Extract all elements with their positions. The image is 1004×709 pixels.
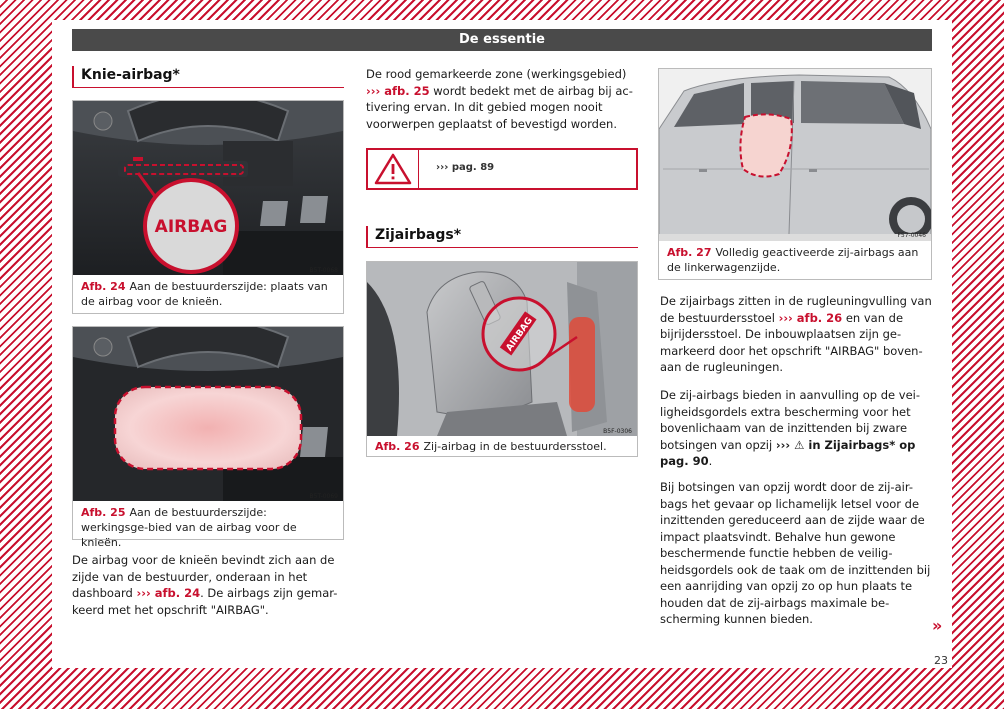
figure-24 [72,100,344,314]
figure-24-caption-text: Aan de bestuurderszijde: plaats van de airbag voor de knieën. [81,280,328,308]
figure-25-caption-text: Aan de bestuurderszijde: werkingsge-bied van de airbag voor de knieën. [81,506,297,549]
figure-26-label: Afb. 26 [375,440,420,453]
red-zone-text-2: wordt bedekt met de airbag bij ac-tivering ervan. In dit gebied mogen nooit voorwerpen geplaatst of bevestigd worden. [366,83,633,131]
section-title-knee-airbag: Knie-airbag* [72,66,344,88]
knee-airbag-paragraph [72,552,344,618]
knee-airbag-text-2: . De airbags zijn gemar-keerd met het opschrift "AIRBAG". [72,586,338,617]
figure-26-caption [375,439,631,454]
section-title-side-airbags: Zijairbags* [366,226,638,248]
figure-24-image [73,101,343,275]
red-zone-text-1: De rood gemarkeerde zone (werkingsgebied) [366,67,627,81]
figure-25 [72,326,344,549]
ref-afb-25[interactable]: ››› afb. 25 [366,83,430,98]
figure-24-label: Afb. 24 [81,280,126,293]
figure-25-label: Afb. 25 [81,506,126,519]
figure-26-image [367,262,637,436]
figure-27-code: F57-0046 [897,232,926,239]
warning-page-ref[interactable]: ››› pag. 89 [436,162,495,173]
figure-24-code: B5T-0068 [309,267,338,274]
figure-25-caption [81,505,337,550]
figure-25-image [73,327,343,501]
side-airbag-paragraph-3: Bij botsingen van opzij wordt door de zij-air-bags het gevaar op lichamelijk letsel voor de inzittenden gereduceerd aan de zijde waar de impact plaatsvindt. Behalve hun gewone beschermende functie hebben de veilig-heidsgordels ook de taak om de inzittenden bij een aanrijding van opzij zo op hun plaats te houden dat de zij-airbags maximale be-scherming kunnen bieden. [660,480,931,626]
figure-26 [366,261,638,457]
chapter-header: De essentie [72,29,932,51]
side-airbag-text-4: . [708,454,713,468]
figure-24-airbag-callout: AIRBAG [154,217,228,237]
side-airbag-text-1: De zijairbags zitten in de rugleuningvulling van de bestuurdersstoel [660,294,932,325]
figure-26-caption-text: Zij-airbag in de bestuurdersstoel. [423,440,607,453]
page [52,20,952,668]
continue-arrow-icon: » [932,616,943,635]
figure-27 [658,68,932,280]
figure-24-caption [81,279,337,309]
figure-27-label: Afb. 27 [667,246,712,259]
side-airbag-paragraph-2 [660,387,934,470]
figure-26-code: B5F-0306 [603,428,632,435]
figure-25-code: B5T-0069 [309,493,338,500]
red-zone-paragraph [366,66,638,132]
warning-triangle-icon [368,150,419,188]
side-airbag-text-3: De zij-airbags bieden in aanvulling op de vei-ligheidsgordels extra bescherming voor het bovenlichaam van de inzittenden bij zware botsingen van opzij [660,388,921,452]
figure-26-airbag-label: AIRBAG [504,315,535,354]
page-number: 23 [934,654,948,667]
side-airbag-text-2: en van de bijrijdersstoel. De inbouwplaatsen zijn ge-markeerd door het opschrift "AIRBAG" boven-aan de rugleuningen. [660,310,923,374]
figure-27-image [659,69,931,241]
ref-afb-26[interactable]: ››› afb. 26 [778,310,843,325]
knee-airbag-text-1: De airbag voor de knieën bevindt zich aan de zijde van de bestuurder, onderaan in het dashboard [72,553,335,600]
ref-afb-24[interactable]: ››› afb. 24 [136,586,201,600]
figure-27-caption [667,245,925,275]
side-airbag-paragraph-1 [660,293,934,376]
warning-box [366,148,638,190]
ref-warning-pag-90[interactable]: ››› ⚠ in Zijairbags* op pag. 90 [660,437,916,468]
figure-27-caption-text: Volledig geactiveerde zij-airbags aan de linkerwagenzijde. [667,246,919,274]
